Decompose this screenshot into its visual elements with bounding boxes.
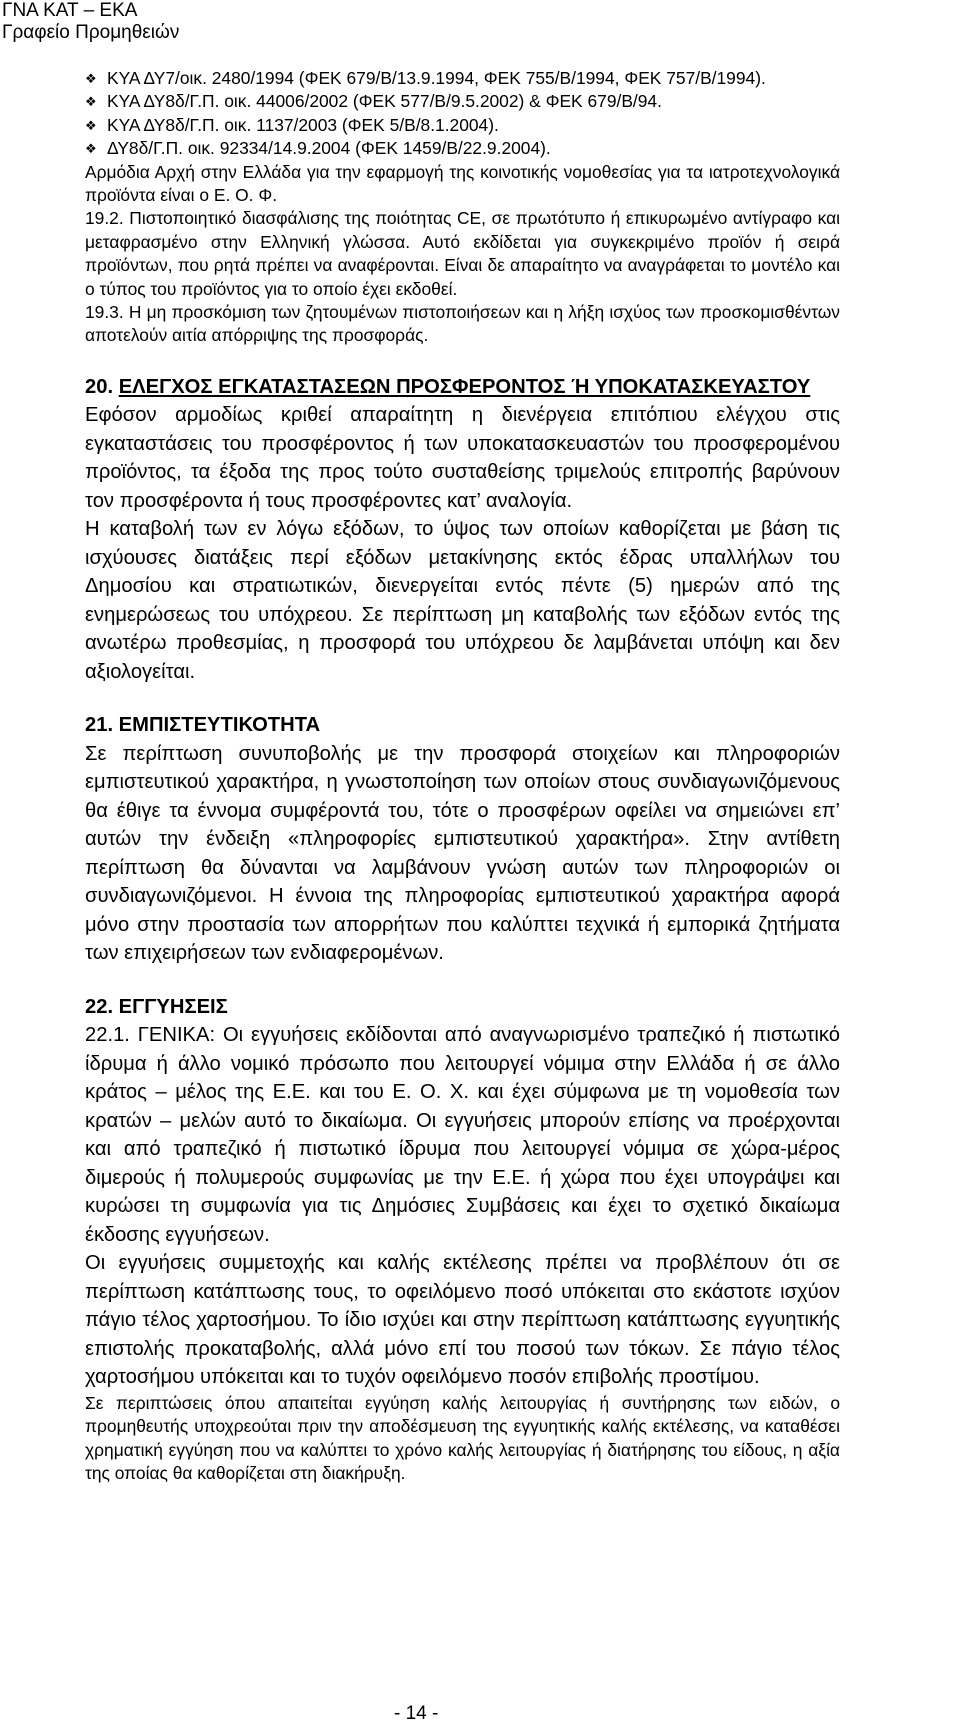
header-department: Γραφείο Προμηθειών (2, 22, 180, 43)
page-number: - 14 - (394, 1703, 439, 1724)
list-item-text: ΚΥΑ ΔΥ8δ/Γ.Π. οικ. 44006/2002 (ΦΕΚ 577/Β/9.5.2002) & ΦΕΚ 679/Β/94. (107, 91, 662, 112)
section-22-heading: 22. ΕΓΓΥΗΣΕΙΣ (85, 995, 228, 1018)
list-item (85, 114, 840, 137)
list-item-text: ΚΥΑ ΔΥ7/οικ. 2480/1994 (ΦΕΚ 679/Β/13.9.1994, ΦΕΚ 755/Β/1994, ΦΕΚ 757/Β/1994). (107, 68, 766, 88)
paragraph: Η καταβολή των εν λόγω εξόδων, το ύψος των οποίων καθορίζεται με βάση τις ισχύουσες διατάξεις περί εξόδων μετακίνησης εκτός έδρας υπαλλήλων του Δημοσίου και στρατιωτικών, διενεργείται εντός πέντε (5) ημερών από της ενημερώσεως του υπόχρεου. Σε περίπτωση μη καταβολής των εξόδων εντός της ανωτέρω προθεσμίας, η προσφορά του υπόχρεου δε λαμβάνεται υπόψη και δεν αξιολογείται. (85, 518, 840, 683)
list-item-text: ΚΥΑ ΔΥ8δ/Γ.Π. οικ. 1137/2003 (ΦΕΚ 5/Β/8.1.2004). (107, 114, 499, 135)
section-number: 20. (85, 375, 119, 398)
diamond-bullet-icon: ❖ (85, 141, 97, 157)
diamond-bullet-icon: ❖ (85, 71, 97, 86)
list-item (85, 90, 840, 113)
paragraph: 19.2. Πιστοποιητικό διασφάλισης της ποιότητας CE, σε πρωτότυπο ή επικυρωμένο αντίγραφο και μεταφρασμένο στην Ελληνική γλώσσα. Αυτό εκδίδεται για συγκεκριμένο προϊόν ή σειρά προϊόντων, που ρητά πρέπει να αναφέρονται. Είναι δε απαραίτητο να αναγράφεται το μοντέλο και ο τύπος του προϊόντος για το οποίο έχει εκδοθεί. (85, 208, 840, 299)
paragraph: 19.3. Η μη προσκόμιση των ζητουμένων πιστοποιήσεων και η λήξη ισχύος των προσκομισθέντων αποτελούν αιτία απόρριψης της προσφοράς. (85, 302, 840, 346)
diamond-bullet-icon: ❖ (85, 94, 97, 110)
list-item-text: ΔΥ8δ/Γ.Π. οικ. 92334/14.9.2004 (ΦΕΚ 1459/Β/22.9.2004). (107, 138, 551, 159)
section-title: ΕΛΕΓΧΟΣ ΕΓΚΑΤΑΣΤΑΣΕΩΝ ΠΡΟΣΦΕΡΟΝΤΟΣ Ή ΥΠΟΚΑΤΑΣΚΕΥΑΣΤΟΥ (118, 375, 811, 398)
list-item (85, 67, 840, 90)
paragraph: Οι εγγυήσεις συμμετοχής και καλής εκτέλεσης πρέπει να προβλέπουν ότι σε περίπτωση κατάπτωσης τους, το οφειλόμενο ποσό υπόκειται στο εκάστοτε ισχύον πάγιο τέλος χαρτοσήμου. Το ίδιο ισχύει και στην περίπτωση κατάπτωσης εγγυητικής επιστολής προκαταβολής, αλλά μόνο επί του ποσού των τόκων. Σε πάγιο τέλος χαρτοσήμου υπόκειται και το τυχόν οφειλόμενο ποσόν επιβολής προστίμου. (85, 1252, 840, 1389)
document-body (85, 67, 840, 1486)
paragraph: Σε περίπτωση συνυποβολής με την προσφορά στοιχείων και πληροφοριών εμπιστευτικού χαρακτήρα, η γνωστοποίηση των οποίων στους συνδιαγωνιζόμενους θα έθιγε τα έννομα συμφέροντά του, τότε ο προσφέρων οφείλει να σημειώνει επ’ αυτών την ένδειξη «πληροφορίες εμπιστευτικού χαρακτήρα». Στην αντίθετη περίπτωση θα δύνανται να λαμβάνουν γνώση αυτών των πληροφοριών οι συνδιαγωνιζόμενοι. Η έννοια της πληροφορίας εμπιστευτικού χαρακτήρα αφορά μόνο στην προστασία των απορρήτων που καλύπτει τεχνικά ή εμπορικά ζητήματα των επιχειρήσεων των ενδιαφερομένων. (85, 742, 840, 965)
diamond-bullet-icon: ❖ (85, 117, 97, 133)
paragraph: Εφόσον αρμοδίως κριθεί απαραίτητη η διενέργεια επιτόπιου ελέγχου στις εγκαταστάσεις του προσφέροντος ή των υποκατασκευαστών του προσφερομένου προϊόντος, τα έξοδα της προς τούτο συσταθείσης τριμελούς επιτροπής βαρύνουν τον προσφέροντα ή τους προσφέροντες κατ’ αναλογία. (85, 404, 840, 512)
paragraph: 22.1. ΓΕΝΙΚΑ: Οι εγγυήσεις εκδίδονται από αναγνωρισμένο τραπεζικό ή πιστωτικό ίδρυμα ή άλλο νομικό πρόσωπο που λειτουργεί νόμιμα στην Ελλάδα ή σε άλλο κράτος – μέλος της Ε.Ε. και του Ε. Ο. Χ. και έχει σύμφωνα με τη νομοθεσία των κρατών – μελών αυτό το δικαίωμα. Οι εγγυήσεις μπορούν επίσης να προέρχονται και από τραπεζικό ή πιστωτικό ίδρυμα που λειτουργεί νόμιμα σε χώρα-μέρος διμερούς ή πολυμερούς συμφωνίας με την Ε.Ε. ή χώρα που έχει υπογράψει και κυρώσει τη συμφωνία για τις Δημόσιες Συμβάσεις και έχει το σχετικό δικαίωμα έκδοσης εγγυήσεων. (85, 1024, 840, 1246)
paragraph: Σε περιπτώσεις όπου απαιτείται εγγύηση καλής λειτουργίας ή συντήρησης των ειδών, ο προμηθευτής υποχρεούται πριν την αποδέσμευση της εγγυητικής καλής εκτέλεσης, να καταθέσει χρηματική εγγύηση που να καλύπτει το χρόνο καλής λειτουργίας ή διατήρησης του είδους, η αξία της οποίας θα καθορίζεται στη διακήρυξη. (85, 1392, 840, 1484)
paragraph: Αρμόδια Αρχή στην Ελλάδα για την εφαρμογή της κοινοτικής νομοθεσίας για τα ιατροτεχνολογικά προϊόντα είναι ο Ε. Ο. Φ. (85, 161, 840, 206)
header-organization: ΓΝΑ ΚΑΤ – ΕΚΑ (2, 0, 138, 21)
legislation-list (85, 67, 840, 161)
section-21-heading: 21. ΕΜΠΙΣΤΕΥΤΙΚΟΤΗΤΑ (85, 714, 321, 737)
document-header (2, 0, 179, 44)
section-20-heading (85, 373, 840, 402)
list-item (85, 137, 840, 160)
